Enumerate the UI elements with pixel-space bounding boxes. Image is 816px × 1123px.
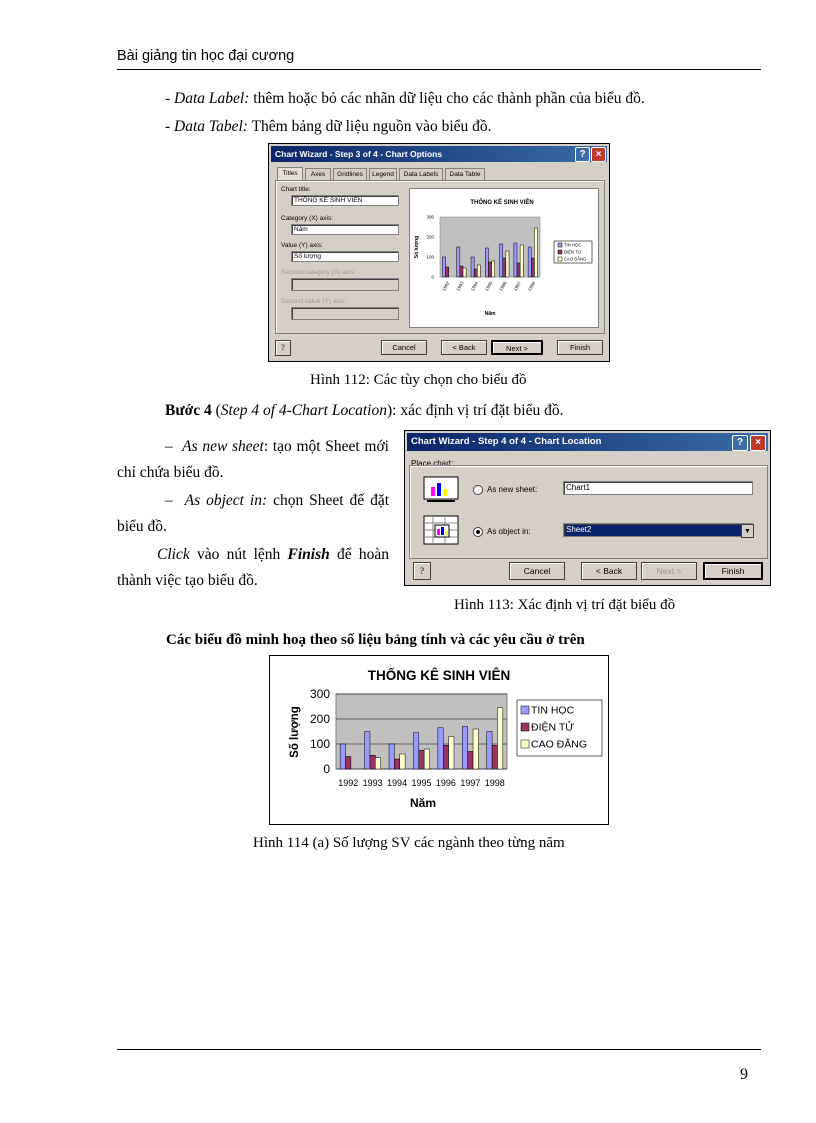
legend-swatch [558,243,562,247]
y-tick-label: 100 [309,737,330,752]
bar-tin-học-1995 [485,248,488,277]
bar-cao-đẳng-1997 [520,245,523,277]
value-axis-field[interactable]: Số lượng [291,251,399,262]
tab-data-labels[interactable]: Data Labels [399,168,443,180]
step4-name: Step 4 of 4-Chart Location [220,402,387,419]
x-tick-label: 1992 [441,280,451,292]
main-chart-svg [270,656,608,824]
y-tick-label: 200 [426,234,434,240]
bullet-data-label-term: Data Label: [174,90,250,107]
bar-tin-học-1993 [457,247,460,277]
bar-điện-tử-1992 [446,267,449,277]
bar-cao-đẳng-1997 [473,729,478,769]
tab-gridlines[interactable]: Gridlines [333,168,367,180]
bar-điện-tử-1995 [419,750,424,769]
new-sheet-icon [423,475,459,503]
next-button: Next > [641,562,697,580]
bar-tin-học-1994 [471,257,474,277]
legend-label: TIN HỌC [531,704,575,717]
tab-titles[interactable]: Titles [277,167,303,180]
item-object-in: – As object in: chọn Sheet để đặt biểu đồ. [117,492,390,535]
legend-swatch [558,257,562,261]
tab-data-table[interactable]: Data Table [445,168,485,180]
legend-label: CAO ĐẲNG [564,256,587,262]
bar-cao-đẳng-1998 [497,708,502,769]
item-object-in-term: As object in: [184,492,268,509]
x-tick-label: 1996 [498,280,508,292]
bar-điện-tử-1998 [531,258,534,277]
chart-title: THỐNG KÊ SINH VIÊN [367,668,511,683]
y-tick-label: 300 [309,687,330,702]
item-object-in-text: chọn Sheet để đặt biểu đồ. [117,492,390,535]
second-value-field [291,307,399,320]
bar-tin-học-1998 [487,732,492,770]
legend-label: ĐIỆN TỬ [531,721,575,734]
as-object-in-label: As object in: [487,527,531,536]
x-tick-label: 1996 [435,778,456,788]
x-axis-label: Năm [409,796,437,810]
preview-title: THỐNG KÊ SINH VIÊN [470,200,534,206]
chart-preview-svg [410,189,598,327]
y-tick-label: 200 [309,712,330,727]
bar-tin-học-1998 [528,247,531,277]
step4-paragraph: Bước 4 (Step 4 of 4-Chart Location): xác định vị trí đặt biểu đồ. [165,402,564,419]
category-axis-field[interactable]: Năm [291,224,399,235]
tab-axes[interactable]: Axes [305,168,331,180]
place-chart-label: Place chart: [411,459,454,468]
main-chart [269,655,609,825]
bar-điện-tử-1994 [394,759,399,769]
bar-cao-đẳng-1995 [492,261,495,277]
second-value-label: Second value (Y) axis: [281,298,347,305]
bar-tin-học-1994 [389,744,394,769]
value-axis-label: Value (Y) axis: [281,242,323,249]
bar-tin-học-1992 [442,257,445,277]
bar-điện-tử-1997 [517,263,520,277]
legend-swatch [558,250,562,254]
legend-swatch [521,740,529,748]
bar-cao-đẳng-1994 [477,265,480,277]
category-axis-label: Category (X) axis: [281,215,334,222]
page-header-title: Bài giảng tin học đại cương [117,48,295,64]
x-axis-ticks [338,778,505,788]
chart-preview [409,188,599,328]
step4-label: Bước 4 [165,402,212,419]
click-word: Click [157,546,190,563]
item-new-sheet: – As new sheet: tạo một Sheet mới chỉ chứa biểu đồ. [117,438,389,481]
bar-cao-đẳng-1996 [506,251,509,277]
help-icon[interactable]: ? [575,147,590,162]
click-text-2: để hoàn thành việc tạo biểu đồ. [117,546,389,589]
as-new-sheet-label: As new sheet: [487,485,538,494]
click-finish-paragraph [117,542,389,594]
chart-options-title: Chart Wizard - Step 3 of 4 - Chart Options [275,149,443,159]
bar-điện-tử-1997 [468,752,473,770]
bar-tin-học-1996 [500,244,503,277]
x-tick-label: 1998 [484,778,505,788]
back-button[interactable]: < Back [441,340,487,355]
x-tick-label: 1994 [387,778,408,788]
close-icon[interactable]: × [750,435,766,451]
object-sheet-select[interactable]: Sheet2 [563,523,753,537]
y-axis-label: Số lượng [289,706,301,758]
cancel-button[interactable]: Cancel [509,562,565,580]
chart-title-label: Chart title: [281,186,311,193]
tab-legend[interactable]: Legend [369,168,397,180]
x-tick-label: 1992 [338,778,359,788]
chart-options-titlebar [271,146,607,162]
new-sheet-name-field[interactable]: Chart1 [563,481,753,495]
x-tick-label: 1994 [469,280,480,292]
y-tick-label: 0 [431,274,434,280]
bar-điện-tử-1992 [346,757,351,770]
legend-swatch [521,723,529,731]
y-tick-label: 0 [323,762,330,777]
preview-legend [554,241,592,263]
office-assistant-icon[interactable]: ? [275,340,291,356]
chart-location-dialog [404,430,771,586]
figure-113-caption: Hình 113: Xác định vị trí đặt biểu đồ [454,597,676,613]
bullet-data-table: - Data Tabel: Thêm bảng dữ liệu nguồn vào biểu đồ. [165,118,492,135]
page-number: 9 [740,1066,748,1083]
x-tick-label: 1997 [512,280,522,292]
bar-cao-đẳng-1993 [463,268,466,277]
bar-điện-tử-1994 [474,269,477,277]
footer-divider [117,1049,761,1050]
back-button[interactable]: < Back [581,562,637,580]
bar-điện-tử-1993 [370,755,375,769]
bullet-data-table-term: Data Tabel: [174,118,248,135]
cancel-button[interactable]: Cancel [381,340,427,355]
bar-cao-đẳng-1993 [375,758,380,769]
y-tick-label: 300 [426,214,434,220]
preview-xlabel: Năm [484,311,496,317]
place-chart-group [409,465,768,559]
figure-112-caption: Hình 112: Các tùy chọn cho biểu đồ [310,372,527,388]
bar-tin-học-1992 [340,744,345,769]
finish-button[interactable]: Finish [703,562,763,580]
preview-ylabel: Số lượng [414,235,420,259]
legend [517,700,602,756]
second-category-field [291,278,399,291]
x-tick-label: 1993 [455,280,465,292]
bar-điện-tử-1993 [460,266,463,277]
chart-location-title: Chart Wizard - Step 4 of 4 - Chart Location [411,436,602,447]
bullet-data-label-text: thêm hoặc bỏ các nhãn dữ liệu cho các thành phần của biểu đồ. [249,90,645,107]
x-tick-label: 1997 [460,778,481,788]
item-new-sheet-term: As new sheet [182,438,264,455]
y-axis-ticks [310,687,330,776]
chevron-down-icon[interactable]: ▼ [741,524,754,538]
chart-options-dialog [268,143,610,362]
x-tick-label: 1995 [484,280,494,292]
click-text-1: vào nút lệnh [189,546,288,563]
bar-cao-đẳng-1998 [534,228,537,277]
section-heading: Các biểu đồ minh hoạ theo số liệu bảng tính và các yêu cầu ở trên [166,632,585,648]
legend-label: TIN HỌC [564,242,582,248]
bar-tin-học-1997 [462,727,467,770]
chart-title-field[interactable]: THỐNG KÊ SINH VIÊN [291,195,399,206]
y-tick-label: 100 [426,254,434,260]
bar-điện-tử-1996 [443,745,448,769]
figure-114-caption: Hình 114 (a) Số lượng SV các ngành theo từng năm [253,835,565,851]
x-tick-label: 1993 [362,778,383,788]
second-category-label: Second category (X) axis: [281,269,356,276]
item-new-sheet-text: : tạo một Sheet mới chỉ chứa biểu đồ. [117,438,389,481]
x-tick-label: 1998 [526,280,537,292]
object-in-radio[interactable] [473,527,483,537]
bar-tin-học-1996 [438,728,443,769]
bar-điện-tử-1996 [503,258,506,277]
bar-tin-học-1993 [365,732,370,770]
office-assistant-icon[interactable]: ? [413,562,431,580]
bar-tin-học-1995 [413,733,418,769]
finish-word: Finish [287,546,330,563]
bullet-data-label: - Data Label: thêm hoặc bỏ các nhãn dữ liệu cho các thành phần của biểu đồ. [165,90,645,107]
bar-tin-học-1997 [514,243,517,277]
x-tick-label: 1995 [411,778,432,788]
bar-cao-đẳng-1994 [400,754,405,769]
new-sheet-radio[interactable] [473,485,483,495]
help-icon[interactable]: ? [732,435,748,451]
next-button[interactable]: Next > [491,340,543,355]
bar-điện-tử-1998 [492,745,497,769]
legend-label: CAO ĐẲNG [531,738,588,751]
step4-description: : xác định vị trí đặt biểu đồ. [392,402,564,419]
close-icon[interactable]: × [591,147,606,162]
bar-cao-đẳng-1996 [449,737,454,770]
bar-cao-đẳng-1995 [424,749,429,769]
legend-swatch [521,706,529,714]
chart-location-titlebar [407,433,768,451]
finish-button[interactable]: Finish [557,340,603,355]
bullet-data-table-text: Thêm bảng dữ liệu nguồn vào biểu đồ. [247,118,492,135]
legend-label: ĐIỆN TỬ [564,249,582,255]
header-divider [117,69,761,70]
bar-điện-tử-1995 [488,262,491,277]
object-in-icon [423,515,459,545]
